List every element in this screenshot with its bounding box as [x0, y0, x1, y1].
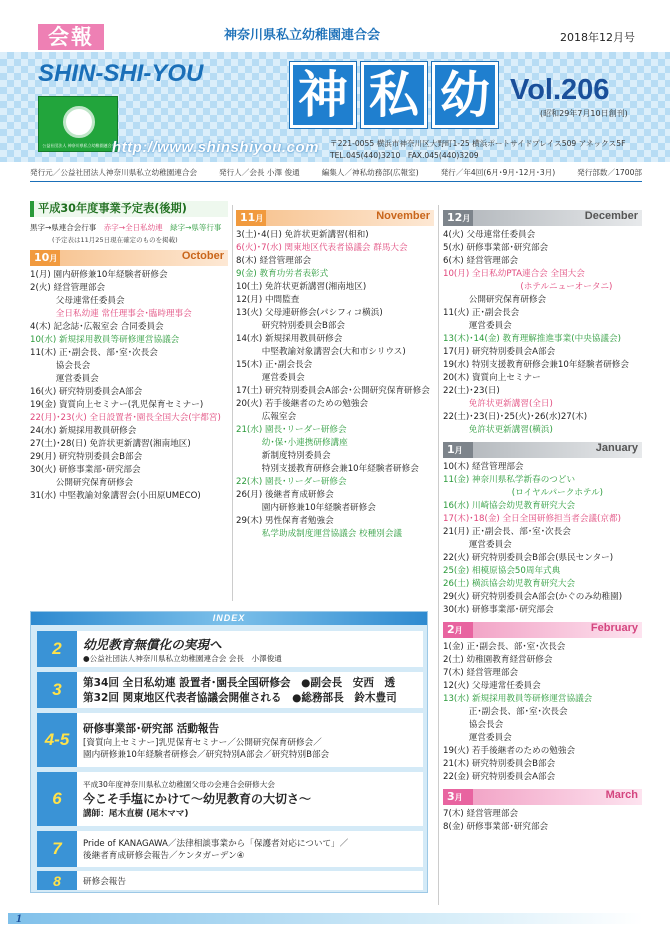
schedule-event: 13(水) 新規採用教員等研修運営協議会 [443, 694, 593, 704]
page-number: 8 [37, 871, 77, 890]
page-number: 7 [37, 831, 77, 867]
schedule-event: 園内研修兼10年経験者研修会 [236, 503, 376, 513]
schedule-event: 13(火) 父母連研修会(パシフィコ横浜) [236, 308, 383, 318]
month-block-march [443, 789, 642, 834]
schedule-event: 29(火) 研究特別委員会A部会(かぐのみ幼稚園) [443, 592, 623, 602]
month-number [443, 442, 473, 458]
legend-green: 緑字→県等行事 [170, 223, 222, 232]
month-num: 1 [447, 443, 455, 456]
schedule-event: 25(金) 相模原協会50周年式典 [443, 566, 561, 576]
index-panel [30, 611, 428, 893]
month-header-october [30, 250, 228, 266]
column-divider [232, 205, 233, 601]
schedule-event: 運営委員会 [443, 321, 512, 331]
schedule-event: 運営委員会 [443, 733, 512, 743]
index-line: [資質向上セミナー]乳児保育セミナー／公開研究保育研修会／ [83, 737, 322, 748]
schedule-event: 29(月) 研究特別委員会B部会 [30, 452, 143, 462]
schedule-event: (ロイヤルパークホテル) [443, 488, 604, 498]
issued-by: 発行元／公益社団法人神奈川県私立幼稚園連合会 [30, 168, 198, 177]
footer-bar [8, 913, 643, 924]
schedule-event: 17(木)･18(金) 全日全国研修担当者会議(京都) [443, 514, 621, 524]
schedule-event: 新制度特別委員会 [236, 451, 331, 461]
month-header-february [443, 622, 642, 638]
month-header-january [443, 442, 642, 458]
index-item-p6[interactable] [37, 772, 423, 826]
schedule-event: 1(金) 正･副会長、部･室･次長会 [443, 642, 566, 652]
month-number [443, 210, 473, 226]
schedule-event: 21(水) 園長･リーダー研修会 [236, 425, 347, 435]
schedule-event: 30(火) 研修事業部･研究部会 [30, 465, 141, 475]
schedule-event: 運営委員会 [236, 373, 305, 383]
schedule-event: 22(木) 園長･リーダー研修会 [236, 477, 347, 487]
schedule-event: 16(水) 川崎協会幼児教育研究大会 [443, 501, 576, 511]
month-unit: 月 [462, 214, 471, 223]
month-header-march [443, 789, 642, 805]
month-num: 3 [447, 790, 455, 803]
month-english: December [584, 210, 638, 222]
schedule-event: 29(木) 男性保育者勉強会 [236, 516, 334, 526]
schedule-event: 運営委員会 [30, 374, 99, 384]
page-number: 3 [37, 672, 77, 708]
legend-black: 黒字→県連合会行事 [30, 223, 97, 232]
month-english: January [595, 442, 638, 454]
column-divider [438, 205, 439, 905]
schedule-event: 5(水) 研修事業部･研究部会 [443, 243, 549, 253]
month-num: 2 [447, 623, 455, 636]
schedule-event: 免許状更新講習(横浜) [443, 425, 553, 435]
phone-line: TEL.045(440)3210 FAX.045(440)3209 [330, 151, 479, 160]
month-english: October [181, 250, 224, 262]
schedule-event: 24(水) 新規採用教員研修会 [30, 426, 137, 436]
index-item-p7[interactable] [37, 831, 423, 867]
schedule-event: 12(月) 中間監査 [236, 295, 300, 305]
month-number [30, 250, 60, 266]
index-subtitle: ●公益社団法人神奈川県私立幼稚園連合会 会長 小澤俊通 [83, 654, 282, 663]
schedule-event: 1(月) 園内研修兼10年経験者研修会 [30, 270, 168, 280]
month-number [443, 622, 473, 638]
schedule-event: (ホテルニューオータニ) [443, 282, 613, 292]
month-header-december [443, 210, 642, 226]
schedule-event: 30(水) 研修事業部･研究部会 [443, 605, 554, 615]
volume-number: Vol.206 [510, 74, 610, 106]
index-line-2: 後継者育成研修会報告／ケンタガーデン④ [83, 851, 245, 861]
association-name: 神奈川県私立幼稚園連合会 [224, 28, 381, 43]
index-title: 今こそ手塩にかけて〜幼児教育の大切さ〜 [83, 792, 312, 806]
schedule-event: 10(水) 新規採用教員等研修運営協議会 [30, 335, 180, 345]
month-english: February [590, 622, 638, 634]
schedule-event: 22(金) 研究特別委員会A部会 [443, 772, 556, 782]
schedule-event: 22(月)･23(火) 全日設置者･園長全国大会(宇都宮) [30, 413, 221, 423]
masthead-subtitle: SHIN-SHI-YOU [38, 60, 204, 87]
page-number-footer: 1 [16, 911, 22, 925]
schedule-event: 22(火) 研究特別委員会B部会(県民センター) [443, 553, 614, 563]
index-heading: INDEX [31, 612, 427, 625]
schedule-event: 10(月) 全日私幼PTA連合会 全国大会 [443, 269, 585, 279]
schedule-event: 6(木) 経営管理部会 [443, 256, 519, 266]
schedule-event: 22(土)･23(日) [443, 386, 500, 396]
schedule-event: 幼･保･小連携研修講座 [236, 438, 348, 448]
established-date: (昭和29年7月10日創刊) [540, 109, 628, 118]
schedule-event: 12(火) 父母連常任委員会 [443, 681, 541, 691]
month-unit: 月 [454, 626, 463, 635]
index-line: 研修会報告 [83, 876, 126, 887]
index-line-2: 園内研修兼10年経験者研修会／研究特別A部会／研究特別B部会 [83, 749, 330, 760]
month-unit: 月 [454, 793, 463, 802]
title-kanji-2: 私 [361, 62, 427, 128]
schedule-event: 20(木) 資質向上セミナー [443, 373, 541, 383]
month-block-february [443, 622, 642, 784]
issue-date: 2018年12月号 [560, 31, 635, 44]
schedule-event: 19(水) 特別支援教育研修会兼10年経験者研修会 [443, 360, 629, 370]
month-block-october [30, 250, 228, 503]
schedule-event: 私学助成制度運営協議会 校種別会議 [236, 529, 403, 539]
schedule-event: 19(火) 若手後継者のための勉強会 [443, 746, 576, 756]
month-num: 10 [34, 251, 50, 264]
schedule-event: 26(土) 横浜協会幼児教育研究大会 [443, 579, 576, 589]
month-number [236, 210, 266, 226]
schedule-event: 17(土) 研究特別委員会A部会･公開研究保育研修会 [236, 386, 430, 396]
schedule-event: 19(金) 資質向上セミナー(乳児保育セミナー) [30, 400, 204, 410]
month-num: 12 [447, 211, 463, 224]
newsletter-badge: 会報 [38, 24, 104, 50]
month-block-november [236, 210, 434, 541]
schedule-event: 公開研究保育研修会 [443, 295, 547, 305]
schedule-event: 22(土)･23(日)･25(火)･26(水)27(木) [443, 412, 588, 422]
schedule-event: 4(火) 父母連常任委員会 [443, 230, 536, 240]
month-number [443, 789, 473, 805]
flag-text: 公益社団法人 神奈川県私立幼稚園連合会 [42, 143, 116, 148]
schedule-event: 7(木) 経営管理部会 [443, 809, 519, 819]
schedule-column-right [443, 205, 642, 834]
schedule-event: 6(火)･7(水) 関東地区代表者協議会 群馬大会 [236, 243, 408, 253]
schedule-event: 21(木) 研究特別委員会B部会 [443, 759, 556, 769]
index-item-p2[interactable] [37, 631, 423, 667]
month-num: 11 [240, 211, 256, 224]
index-lecturer: 講師：尾木直樹 (尾木ママ) [83, 809, 189, 819]
schedule-event: 4(木) 記念誌･広報室会 合同委員会 [30, 322, 164, 332]
month-unit: 月 [454, 446, 463, 455]
schedule-event: 2(火) 経営管理部会 [30, 283, 106, 293]
schedule-event: 16(火) 研究特別委員会A部会 [30, 387, 143, 397]
emblem-icon [63, 106, 95, 138]
schedule-column-left [30, 201, 228, 503]
page-number: 2 [37, 631, 77, 667]
month-unit: 月 [49, 254, 58, 263]
month-block-december [443, 210, 642, 437]
month-english: November [376, 210, 430, 222]
schedule-note: (予定表は11月25日現在確定のものを掲載) [52, 236, 178, 244]
schedule-event: 31(水) 中堅教諭対象講習会(小田原UMECO) [30, 491, 201, 501]
schedule-event: 免許状更新講習(全日) [443, 399, 553, 409]
index-kicker: 平成30年度神奈川県私立幼稚園父母の会連合会研修大会 [83, 780, 275, 789]
title-kanji-3: 幼 [432, 62, 498, 128]
month-english: March [605, 789, 638, 801]
schedule-column-middle [236, 205, 434, 541]
schedule-event: 26(月) 後継者育成研修会 [236, 490, 334, 500]
schedule-event: 8(金) 研修事業部･研究部会 [443, 822, 549, 832]
schedule-event: 公開研究保育研修会 [30, 478, 134, 488]
schedule-event: 正･副会長、部･室･次長会 [443, 707, 568, 717]
schedule-legend [30, 222, 228, 233]
schedule-event: 協会長会 [443, 720, 504, 730]
association-flag [38, 96, 118, 152]
schedule-event: 11(金) 神奈川県私学新春のつどい [443, 475, 576, 485]
schedule-event: 運営委員会 [443, 540, 512, 550]
schedule-event: 2(土) 幼稚園教育経営研修会 [443, 655, 553, 665]
schedule-event: 協会長会 [30, 361, 91, 371]
month-header-november [236, 210, 434, 226]
schedule-event: 27(土)･28(日) 免許状更新講習(湘南地区) [30, 439, 191, 449]
month-unit: 月 [255, 214, 264, 223]
schedule-event: 21(月) 正･副会長、部･室･次長会 [443, 527, 571, 537]
masthead [0, 0, 670, 165]
page-number: 4-5 [37, 713, 77, 767]
index-title: 第34回 全日私幼連 設置者･園長全国研修会 ●副会長 安西 透 [83, 677, 396, 689]
schedule-event: 11(火) 正･副会長会 [443, 308, 520, 318]
legend-red: 赤字→全日私幼連 [103, 223, 163, 232]
schedule-event: 13(木)･14(金) 教育理解推進事業(中央協議会) [443, 334, 621, 344]
index-line: Pride of KANAGAWA／法律相談事業から「保護者対応について」／ [83, 839, 349, 849]
publisher-info [30, 167, 642, 182]
schedule-event: 特別支援教育研修会兼10年経験者研修会 [236, 464, 419, 474]
schedule-event: 11(木) 正･副会長、部･室･次長会 [30, 348, 158, 358]
schedule-event: 父母連常任委員会 [30, 296, 125, 306]
schedule-event: 17(月) 研究特別委員会A部会 [443, 347, 556, 357]
address-line: 〒221-0055 横浜市神奈川区大野町1-25 横浜ポートサイドプレイス509 アネックス5F [330, 139, 626, 148]
index-title: 幼児教育無償化の実現へ [83, 637, 222, 652]
schedule-event: 3(土)･4(日) 免許状更新講習(相和) [236, 230, 369, 240]
index-title-2: 第32回 関東地区代表者協議会開催される ●総務部長 鈴木豊司 [83, 692, 397, 704]
copies: 発行部数／1700部 [577, 168, 642, 177]
index-title: 研修事業部･研究部 活動報告 [83, 722, 220, 735]
schedule-event: 15(木) 正･副会長会 [236, 360, 313, 370]
month-block-january [443, 442, 642, 617]
schedule-event: 10(土) 免許状更新講習(湘南地区) [236, 282, 367, 292]
schedule-event: 研究特別委員会B部会 [236, 321, 346, 331]
editor: 編集人／神私幼務部(広報室) [321, 168, 419, 177]
title-kanji-1: 神 [290, 62, 356, 128]
schedule-title: 平成30年度事業予定表(後期) [30, 201, 228, 217]
index-item-p8[interactable] [37, 871, 423, 890]
schedule-event: 全日私幼連 常任理事会･臨時理事会 [30, 309, 192, 319]
schedule-event: 20(火) 若手後継者のための勉強会 [236, 399, 369, 409]
index-item-p4-5[interactable] [37, 713, 423, 767]
schedule-event: 10(木) 経営管理部会 [443, 462, 524, 472]
schedule-event: 7(木) 経営管理部会 [443, 668, 519, 678]
page-number: 6 [37, 772, 77, 826]
issuer: 発行人／会長 小澤 俊通 [218, 168, 300, 177]
schedule-event: 8(木) 経営管理部会 [236, 256, 312, 266]
frequency: 発行／年4回(6月･9月･12月･3月) [440, 168, 556, 177]
index-item-p3[interactable] [37, 672, 423, 708]
schedule-event: 9(金) 教育功労者表彰式 [236, 269, 329, 279]
schedule-event: 14(水) 新規採用教員研修会 [236, 334, 343, 344]
website-url[interactable]: http://www.shinshiyou.com [112, 139, 319, 156]
schedule-event: 広報室会 [236, 412, 297, 422]
schedule-event: 中堅教諭対象講習会(大和市シリウス) [236, 347, 406, 357]
